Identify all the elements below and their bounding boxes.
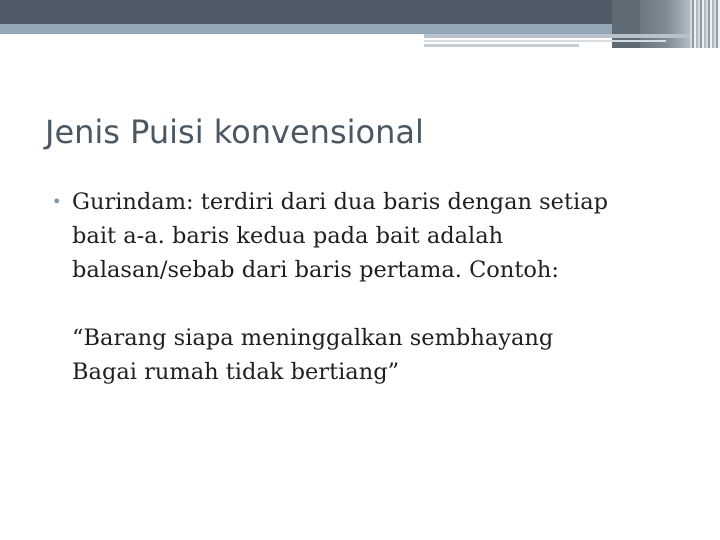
slide-body xyxy=(52,185,672,389)
paragraph-line: balasan/sebab dari baris pertama. Contoh: xyxy=(72,257,559,283)
header-accent-line xyxy=(424,34,690,38)
header-corner-stripes xyxy=(690,0,720,48)
header-accent-line xyxy=(424,40,666,42)
bullet-icon: • xyxy=(52,192,62,211)
quote-line: Bagai rumah tidak bertiang” xyxy=(72,359,400,385)
paragraph-line: bait a-a. baris kedua pada bait adalah xyxy=(72,223,504,249)
quote-line: “Barang siapa meninggalkan sembhayang xyxy=(72,325,554,351)
paragraph-spacer xyxy=(72,287,672,321)
header-accent-line xyxy=(424,44,579,47)
slide-title: Jenis Puisi konvensional xyxy=(45,113,424,151)
paragraph-line: Gurindam: terdiri dari dua baris dengan setiap xyxy=(72,189,609,215)
bullet-paragraph xyxy=(52,185,672,389)
